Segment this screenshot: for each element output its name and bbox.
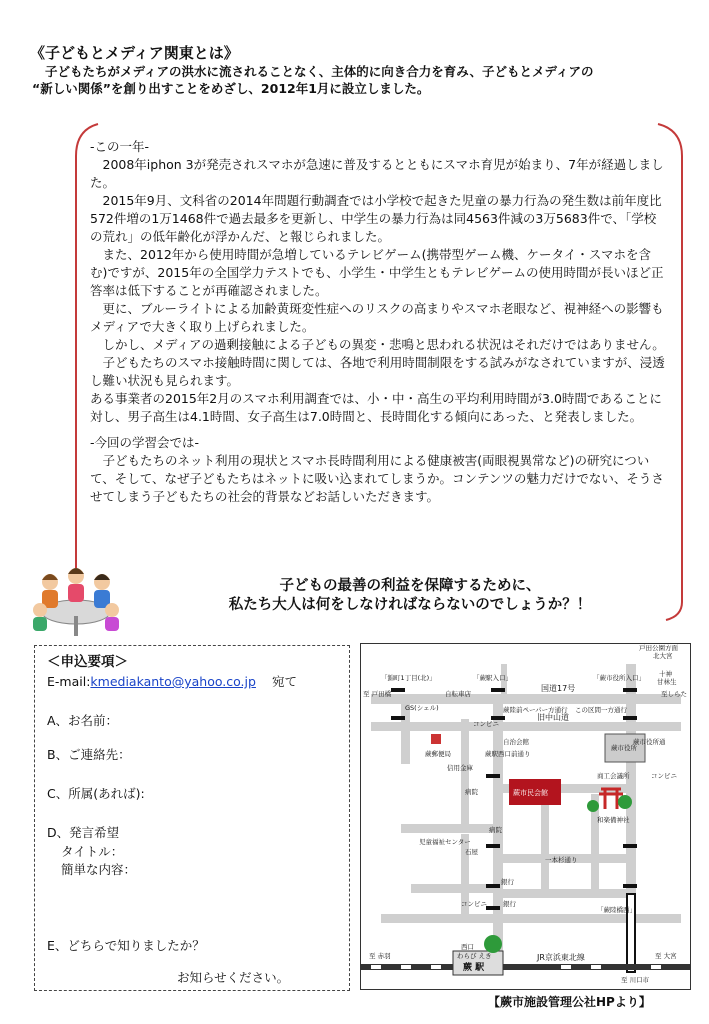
paragraph-4: 更に、ブルーライトによる加齢黄斑変性症へのリスクの高まりやスマホ老眼など、視神経への影響もメディアで大きく取り上げられました。 xyxy=(90,301,664,334)
section-heading-this-year: -この一年- xyxy=(90,139,150,154)
map-label-jido: 児童福祉センター xyxy=(419,838,471,846)
map-label-jichikai: 自治会館 xyxy=(503,738,529,746)
map-label-jitensha: 自転車店 xyxy=(445,690,471,698)
map-label-byoin-2: 病院 xyxy=(489,826,502,834)
email-link[interactable]: kmediakanto@yahoo.co.jp xyxy=(90,674,256,689)
map-label-ginko-2: 銀行 xyxy=(503,900,516,908)
map-label-ishiya: 石屋 xyxy=(465,848,478,856)
map-label-shiminkaikan: 蕨市民会館 xyxy=(513,789,548,797)
map-label-furigana: わらび えき xyxy=(457,952,492,960)
map-label-ichimonji: 一本杉通り xyxy=(545,856,578,864)
map-label-shi-akabane: 至 赤羽 xyxy=(369,952,391,960)
map-label-jukkou: 十神 xyxy=(659,670,672,678)
map-label-warabi-iriguchi: 「蕨駅入口」 xyxy=(473,674,512,682)
map-label-conbini-1: コンビニ xyxy=(473,720,499,728)
map-label-shinyo: 信用金庫 xyxy=(447,764,473,772)
access-map xyxy=(360,643,691,990)
paragraph-6: 子どもたちのスマホ接触時間に関しては、各地で利用時間制限をする試みがなされていますが、浸透し難い状況も見られます。 xyxy=(90,355,665,388)
map-label-ippo: この区間一方通行 xyxy=(575,706,627,714)
map-label-rashiya: 至しらた xyxy=(661,690,687,698)
map-label-shrine: 和楽備神社 xyxy=(597,816,630,824)
map-label-toda: 至 戸田橋 xyxy=(363,690,392,698)
slogan xyxy=(130,577,690,615)
map-label-shoko: 商工会議所 xyxy=(597,772,630,780)
map-label-conbini-3: コンビニ xyxy=(461,900,487,908)
field-how-heard: E、どちらで知りましたか？ xyxy=(47,938,205,953)
map-label-shiyakusho-dori: 蕨市役所通 xyxy=(633,738,666,746)
paragraph-5: しかし、メディアの過剰接触による子どもの異変・悲鳴と思われる状況はそれだけではありません。 xyxy=(102,337,665,352)
paragraph-1: 2008年iphon 3が発売されスマホが急速に普及するとともにスマホ育児が始まり、7年が経過しました。 xyxy=(90,157,664,190)
field-affiliation: C、所属(あれば): xyxy=(47,786,145,801)
map-label-amanuma: 甘林生 xyxy=(657,678,677,686)
email-label: E-mail: xyxy=(47,674,91,689)
email-suffix: 宛て xyxy=(271,674,297,689)
map-label-nishiguchi: 西口 xyxy=(461,943,474,951)
field-speech-title: タイトル： xyxy=(61,844,124,859)
map-label-shi-omiya: 至 大宮 xyxy=(655,952,677,960)
email-row xyxy=(47,672,297,690)
map-label-station: 蕨 駅 xyxy=(463,963,485,973)
map-label-kyu-nakasendo: 旧中山道 xyxy=(537,713,569,722)
paragraph-7: ある事業者の2015年2月のスマホ利用調査では、小・中・高生の平均利用時間が3.0時間であることに対し、男子高生は4.1時間、女子高生は7.0時間と、長時間化する傾向にあった、と発表しました。 xyxy=(90,391,662,424)
map-label-ekimae-dori: 蕨駅西口前通り xyxy=(485,750,531,758)
field-speech-request: D、発言希望 xyxy=(47,825,120,840)
map-label-jr-line: JR京浜東北線 xyxy=(537,953,585,962)
map-credit: 【蕨市施設管理公社HPより】 xyxy=(488,995,651,1009)
slogan-line-1: 子どもの最善の利益を保障するために、 xyxy=(279,578,541,594)
map-label-conbini-2: コンビニ xyxy=(651,772,677,780)
form-heading: ＜申込要項＞ xyxy=(47,654,128,670)
content-body xyxy=(90,138,665,506)
map-label-gs: GS(シェル) xyxy=(405,704,439,712)
map-label-kita-omiya: 北大宮 xyxy=(653,652,673,660)
study-meeting-text: 子どもたちのネット利用の現状とスマホ長時間利用による健康被害(両眼視異常など)の研究について、そして、なぜ子どもたちはネットに吸い込まれてしまうか。コンテンツの魅力だけでない、そうさせてしまう子どもたちの社会的背景などお話しいただきます。 xyxy=(90,453,664,504)
map-label-ginko: 銀行 xyxy=(501,878,514,886)
application-form-box xyxy=(34,645,350,991)
paragraph-2: 2015年9月、文科省の2014年問題行動調査では小学校で起きた児童の暴力行為の発生数は前年度比572件増の1万1468件で過去最多を更新し、中学生の暴力行為は同4563件減の3万5683件で、「学校の荒れ」の低年齢化が浮かんだ、と報じられました。 xyxy=(90,193,662,244)
field-name: A、お名前： xyxy=(47,713,119,728)
slogan-line-2: 私たち大人は何をしなければならないのでしょうか？！ xyxy=(228,597,592,613)
form-closing: お知らせください。 xyxy=(177,970,290,985)
map-label-route17: 国道17号 xyxy=(541,684,576,693)
intro-line-1: 子どもたちがメディアの洪水に流されることなく、主体的に向き合力を育み、子どもとメディアの xyxy=(45,64,594,79)
map-label-warabi-bashi: 「蕨陸橋西」 xyxy=(597,906,636,914)
intro-text xyxy=(32,63,690,97)
field-speech-content: 簡単な内容： xyxy=(61,862,137,877)
map-label-higashi: 至 川口市 xyxy=(621,976,650,984)
map-label-post-office: 蕨郵便局 xyxy=(425,750,451,758)
section-heading-study-meeting: -今回の学習会では- xyxy=(90,435,200,450)
meeting-people-illustration xyxy=(30,560,122,640)
paragraph-3: また、2012年から使用時間が急増しているテレビゲーム(携帯型ゲーム機、ケータイ・スマホを含む)ですが、2015年の全国学力テストでも、小学生・中学生ともテレビゲームの使用時間が長いほど正答率は低下することが再確認されました。 xyxy=(90,247,664,298)
field-contact: B、ご連絡先： xyxy=(47,747,131,762)
map-label-city-hall: 蕨市役所 xyxy=(611,744,637,752)
map-label-hokubu: 蕨陸前ペーパー方通行 xyxy=(503,706,568,714)
map-label-kinmachi: 「錦町1丁目(北)」 xyxy=(381,674,436,682)
intro-line-2: “新しい関係”を創り出すことをめざし、2012年1月に設立しました。 xyxy=(32,81,430,96)
page-title: 《子どもとメディア関東とは》 xyxy=(30,44,239,62)
map-label-toda-koen: 戸田公園方面 xyxy=(639,644,678,652)
map-label-shiyakusho-iriguchi: 「蕨市役所入口」 xyxy=(593,674,645,682)
map-label-byoin: 病院 xyxy=(465,788,478,796)
